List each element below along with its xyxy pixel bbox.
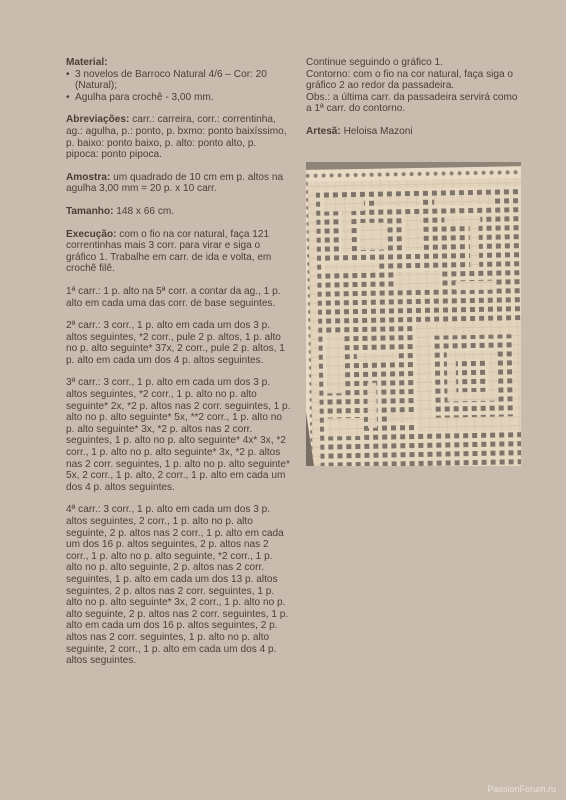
material-list: [66, 69, 291, 104]
right-column: [306, 57, 521, 149]
size-text: 148 x 66 cm.: [113, 205, 175, 217]
row-3-instructions: 3ª carr.: 3 corr., 1 p. alto em cada um dos 3 p. altos seguintes, *2 corr., 1 p. alto no p. alto seguinte* 2x, *2 p. altos nas 2 corr. seguintes, 1 p. alto no p. alto seguinte* 5x, **2 corr., 1 p. alto no p. alto seguinte* 3x, *2 p. altos nas 2 corr. seguintes, 1 p. alto no p. alto seguinte* 4x* 3x, *2 corr., 1 p. alto no p. alto seguinte* 3x, *2 p. altos nas 2 corr. seguintes, 1 p. alto no p. alto seguinte* 5x, 2 corr., 1 p. alto, 2 corr., 1 p. alto em cada um dos 4 p. altos seguintes.: [66, 377, 291, 493]
execution-section: [66, 229, 291, 275]
artist-label: Artesã:: [306, 125, 341, 137]
size-label: Tamanho:: [66, 205, 114, 217]
row-4-instructions: 4ª carr.: 3 corr., 1 p. alto em cada um dos 3 p. altos seguintes, 2 corr., 1 p. alto no p. alto seguinte, 2 p. altos nas 2 corr., 1 p. alto em cada um dos 16 p. altos seguintes, 2 p. altos nas 2 corr., 1 p. alto no p. alto seguinte, *2 corr., 1 p. alto no p. alto seguinte, 2 p. altos nas 2 corr. seguintes, 1 p. alto em cada um dos 13 p. altos seguintes, 2 p. altos nas 2 corr. seguintes, 1 p. alto no p. alto seguinte* 3x, 2 corr., 1 p. alto no p. alto seguinte, 2 p. altos nas 2 corr. seguintes, 1 p. alto em cada um dos 16 p. altos seguintes, 2 p. altos nas 2 corr. seguintes, 1 p. alto no p. alto seguinte, 2 corr., 1 p. alto em cada um dos 4 p. altos seguintes.: [66, 504, 289, 667]
artist-name: Heloisa Mazoni: [340, 125, 413, 137]
watermark: PassionForum.ru: [487, 784, 556, 794]
continue-instruction: Continue seguindo o gráfico 1.: [306, 57, 443, 68]
execution-label: Execução:: [66, 228, 117, 240]
row-2-instructions: 2ª carr.: 3 corr., 1 p. alto em cada um dos 3 p. altos seguintes, *2 corr., pule 2 p. altos, 1 p. alto no p. alto seguinte* 37x, 2 corr., pule 2 p. altos, 1 p. alto em cada um dos 4 p. altos seguintes.: [66, 320, 285, 366]
row-1-instructions: 1ª carr.: 1 p. alto na 5ª corr. a contar da ag., 1 p. alto em cada uma das corr. de base seguintes.: [66, 285, 281, 309]
abbreviations-label: Abreviações:: [66, 114, 130, 126]
artist-credit: [306, 126, 521, 138]
abbreviations-section: [66, 114, 291, 160]
material-item: • 3 novelos de Barroco Natural 4/6 – Cor: 20 (Natural);: [66, 69, 291, 92]
left-column: [66, 57, 291, 678]
material-item: • Agulha para crochê - 3,00 mm.: [66, 92, 291, 104]
abbreviations-text: carr.: carreira, corr.: correntinha, ag.: agulha, p.: ponto, p. bxmo: ponto baixíssimo, p. baixo: ponto baixo, p. alto: ponto alto, p. pipoca: ponto pipoca.: [66, 114, 287, 161]
sample-text: um quadrado de 10 cm em p. altos na agulha 3,00 mm = 20 p. x 10 carr.: [66, 171, 284, 195]
size-section: [66, 206, 291, 218]
material-label: Material:: [66, 57, 108, 68]
sample-label: Amostra:: [66, 171, 111, 183]
crochet-runner-illustration: [306, 162, 521, 466]
crochet-runner-photo: [306, 162, 521, 466]
execution-text: com o fio na cor natural, faça 121 correntinhas mais 3 corr. para virar e siga o gráfico 1. Trabalhe em carr. de ida e volta, em crochê filê.: [66, 228, 272, 275]
note-instruction: Obs.: a última carr. da passadeira servirá como a 1ª carr. do contorno.: [306, 91, 518, 115]
material-section: [66, 57, 291, 103]
border-instruction: Contorno: com o fio na cor natural, faça siga o gráfico 2 ao redor da passadeira.: [306, 68, 514, 92]
sample-section: [66, 172, 291, 195]
